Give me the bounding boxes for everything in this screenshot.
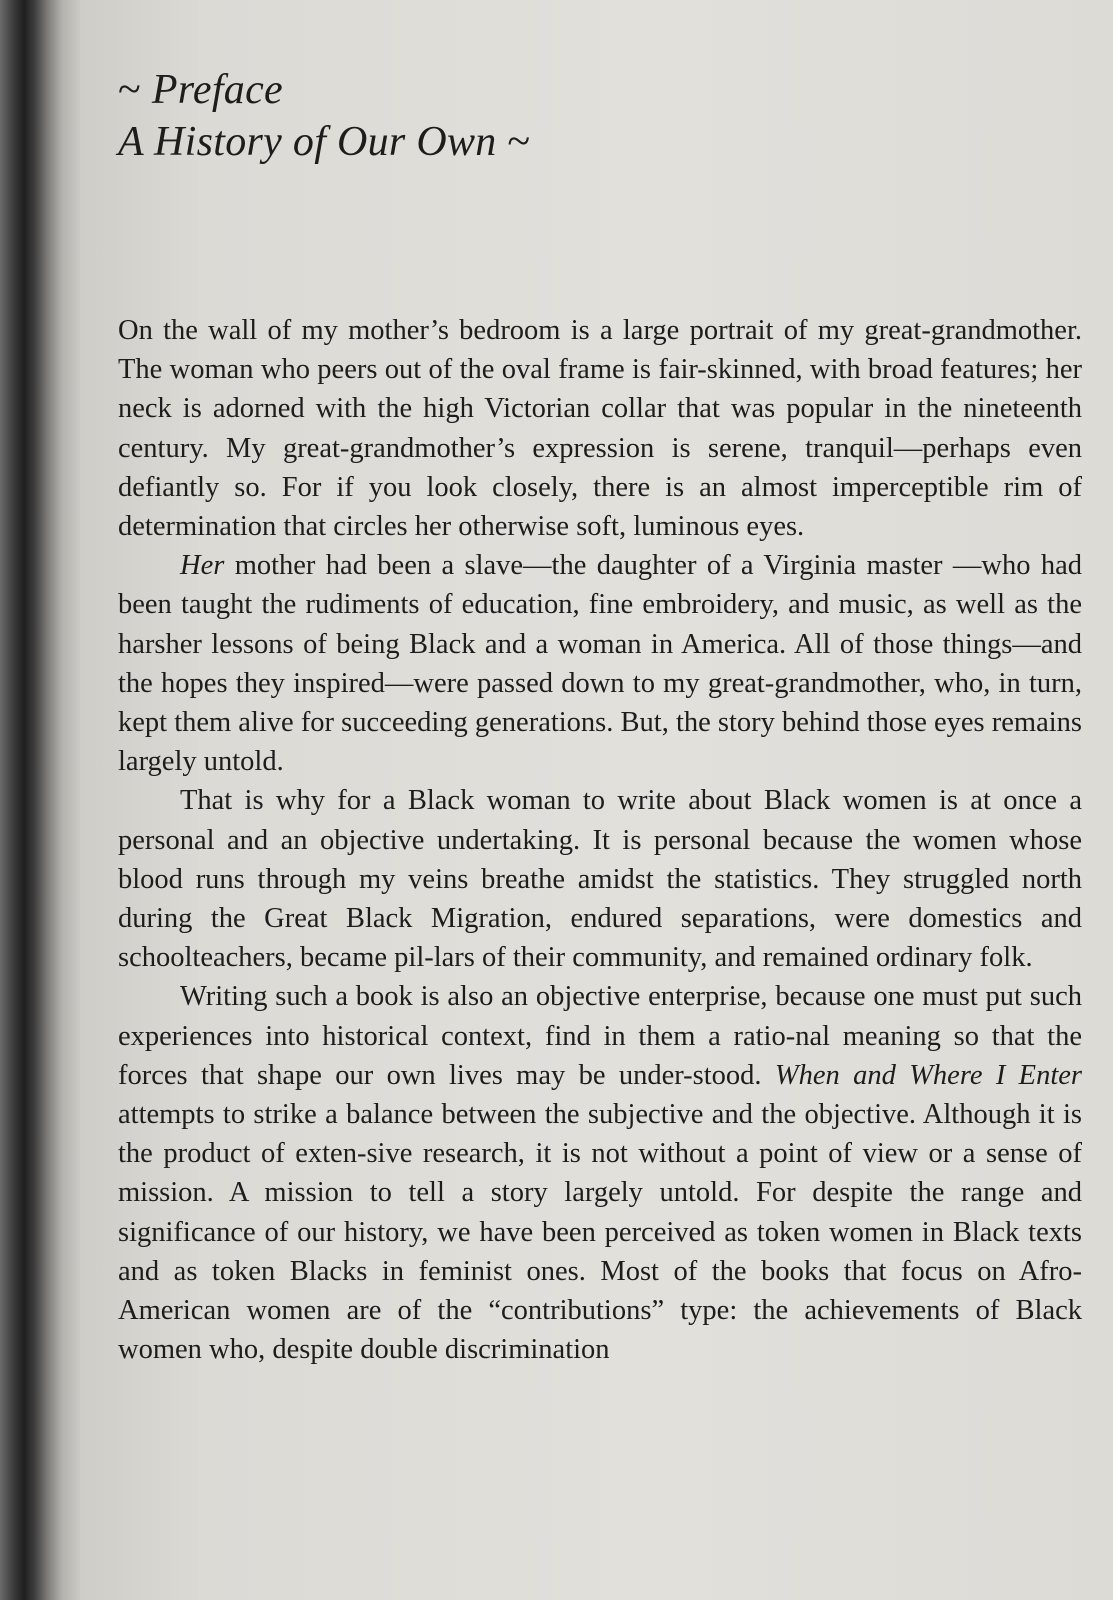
paragraph-3 xyxy=(118,781,1082,977)
chapter-heading xyxy=(118,64,1082,168)
heading-preface: Preface xyxy=(151,67,283,113)
paragraph-2-lead: Her xyxy=(180,550,225,582)
paragraph-4-text-after: attempts to strike a balance between the subjective and the objective. Although it is the product of exten-sive research, it is not without a point of view or a sense of mission. A mission to tell a story largely untold. For despite the range and significance of our history, we have been perceived as token women in Black texts and as token Blacks in feminist ones. Most of the books that focus on Afro-American women are of the “contributions” type: the achievements of Black women who, despite double discrimination xyxy=(118,1099,1082,1366)
heading-ornament-right: ~ xyxy=(507,119,531,165)
heading-ornament-left: ~ xyxy=(118,67,142,113)
paragraph-4-text-before: Writing such a book is also an objective enterprise, because one must put such experiences into historical context, find in them a ratio-nal meaning so that the forces that shape our own lives may be under-stood. xyxy=(118,981,1082,1091)
paragraph-3-text: That is why for a Black woman to write about Black women is at once a personal and an objective undertaking. It is personal because the women whose blood runs through my veins breathe amidst the statistics. They struggled north during the Great Black Migration, endured separations, were domestics and schoolteachers, became pil-lars of their community, and remained ordinary folk. xyxy=(118,785,1082,974)
preface-body xyxy=(118,311,1082,1369)
page-content xyxy=(118,64,1082,1369)
book-title: When and Where I Enter xyxy=(774,1059,1083,1091)
paragraph-2-text: mother had been a slave—the daughter of a Virginia master —who had been taught the rudiments of education, fine embroidery, and music, as well as the harsher lessons of being Black and a woman in America. All of those things—and the hopes they inspired—were passed down to my great-grandmother, who, in turn, kept them alive for succeeding generations. But, the story behind those eyes remains largely untold. xyxy=(118,550,1082,778)
paragraph-2 xyxy=(118,546,1082,781)
paragraph-1-text: On the wall of my mother’s bedroom is a large portrait of my great-grandmother. The woman who peers out of the oval frame is fair-skinned, with broad features; her neck is adorned with the high Victorian collar that was popular in the nineteenth century. My great-grandmother’s expression is serene, tranquil—perhaps even defiantly so. For if you look closely, there is an almost imperceptible rim of determination that circles her otherwise soft, luminous eyes. xyxy=(118,315,1082,543)
book-gutter xyxy=(0,0,80,1600)
book-page xyxy=(80,0,1113,1600)
paragraph-1 xyxy=(118,311,1082,546)
heading-title: A History of Our Own xyxy=(118,119,497,165)
paragraph-4 xyxy=(118,977,1082,1369)
